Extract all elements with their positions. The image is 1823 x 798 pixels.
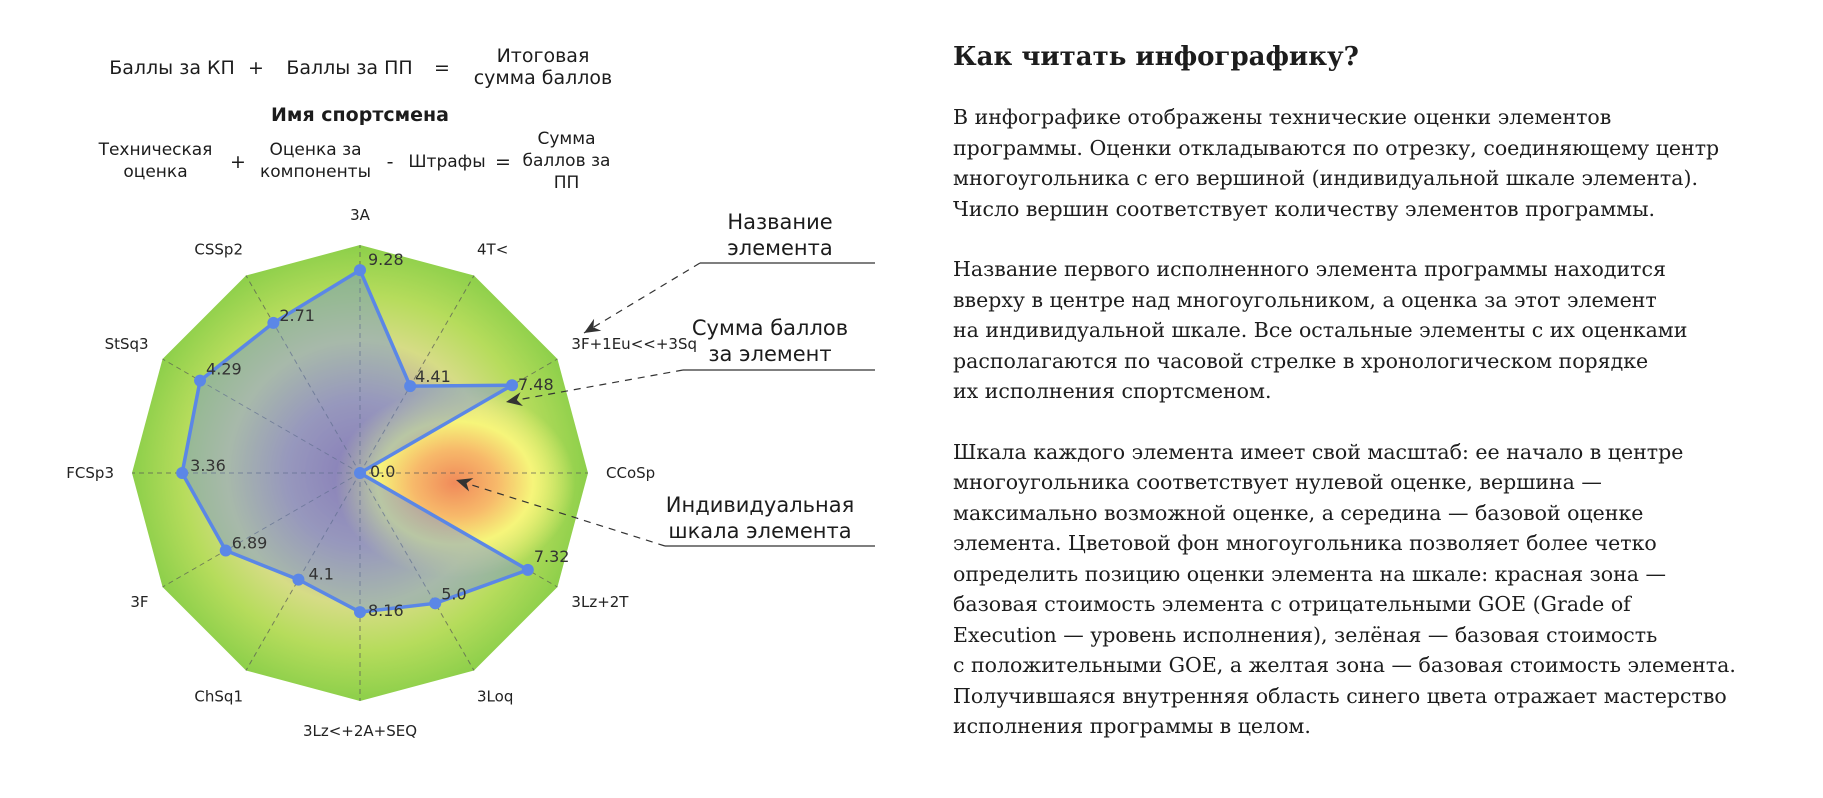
score-point — [506, 379, 518, 391]
axis-label: CSSp2 — [194, 240, 243, 259]
value-label: 6.89 — [231, 533, 268, 553]
explanation-paragraph-3: Шкала каждого элемента имеет свой масштаб: ее начало в центре многоугольника соответствует нулевой оценке, вершина — максимально возможной оценке, а середина — базовой оценке элемента. Цветовой фон многоугольника позволяет более четко определить позицию оценки элемента на шкале: красная зона — базовая стоимость элемента с отрицательными GOE (Grade of Execution — уровень исполнения), зелёная — базовая стоимость с положительными GOE, а желтая зона — базовая стоимость элемента. Получившаяся внутренняя область синего цвета отражает мастерство исполнения программы в целом. — [953, 439, 1736, 738]
value-label: 2.71 — [279, 305, 315, 325]
value-label: 5.0 — [441, 584, 467, 604]
pp-score-label: Баллы за ПП — [286, 57, 413, 79]
score-point — [292, 574, 304, 586]
score-point — [522, 564, 534, 576]
total-score-label: Итоговая сумма баллов — [473, 45, 613, 89]
explanation-heading: Как читать инфографику? — [953, 42, 1359, 72]
plus-operator: + — [248, 57, 264, 79]
value-label: 8.16 — [368, 601, 404, 621]
callout-element-name: Название элемента — [727, 210, 833, 260]
axis-label: FCSp3 — [66, 464, 114, 482]
value-label: 4.29 — [206, 359, 242, 379]
score-point — [220, 545, 232, 557]
score-point — [354, 264, 366, 276]
explanation-panel — [953, 40, 1813, 772]
athlete-name: Имя спортсмена — [271, 104, 449, 126]
value-label: 7.32 — [533, 546, 570, 566]
score-point — [354, 467, 366, 479]
axis-label: ChSq1 — [194, 687, 243, 706]
value-label: 7.48 — [518, 375, 554, 395]
score-point — [354, 606, 366, 618]
axis-label: StSq3 — [104, 335, 149, 353]
value-label: 9.28 — [368, 250, 404, 270]
kp-score-label: Баллы за КП — [109, 57, 235, 79]
pp-sum-label: Сумма баллов за ПП — [522, 129, 611, 193]
axis-label: 3A — [350, 206, 370, 224]
axis-label: 3Lz+2T — [571, 593, 629, 611]
explanation-paragraph-1: В инфографике отображены технические оценки элементов программы. Оценки откладываются по отрезку, соединяющему центр многоугольника с его вершиной (индивидуальной шкале элемента). Число вершин соответствует количеству элементов программы. — [953, 105, 1720, 221]
score-point — [194, 375, 206, 387]
minus-operator: - — [386, 151, 394, 173]
axis-label: CCoSp — [606, 464, 656, 482]
equals-operator-2: = — [495, 151, 511, 173]
explanation-paragraph-2: Название первого исполненного элемента программы находится вверху в центре над многоугольником, а оценка за этот элемент на индивидуальной шкале. Все остальные элементы с их оценками располагаются по часовой стрелке в хронологическом порядке их исполнения спортсменом. — [953, 257, 1688, 403]
equals-operator: = — [434, 57, 450, 79]
tech-score-label: Техническая оценка — [98, 140, 213, 182]
penalties-label: Штрафы — [408, 152, 486, 172]
score-point — [429, 597, 441, 609]
callout-element-scale: Индивидуальная шкала элемента — [665, 493, 855, 543]
axis-label: 3F — [130, 593, 149, 611]
plus-operator-2: + — [230, 151, 246, 173]
axis-label: 4T< — [477, 240, 509, 259]
axis-label: 3Loq — [477, 687, 514, 706]
score-point — [176, 467, 188, 479]
value-label: 0.0 — [370, 462, 396, 481]
callout-element-sum: Сумма баллов за элемент — [691, 316, 849, 366]
value-label: 4.1 — [308, 564, 334, 584]
score-point — [267, 317, 279, 329]
value-label: 4.41 — [415, 367, 451, 387]
axis-label: 3Lz<+2A+SEQ — [302, 722, 418, 740]
callout-name-arrowhead — [584, 319, 601, 333]
value-label: 3.36 — [190, 456, 226, 475]
components-score-label: Оценка за компоненты — [259, 140, 372, 182]
axis-label: 3F+1Eu<<+3Sq — [571, 335, 697, 353]
